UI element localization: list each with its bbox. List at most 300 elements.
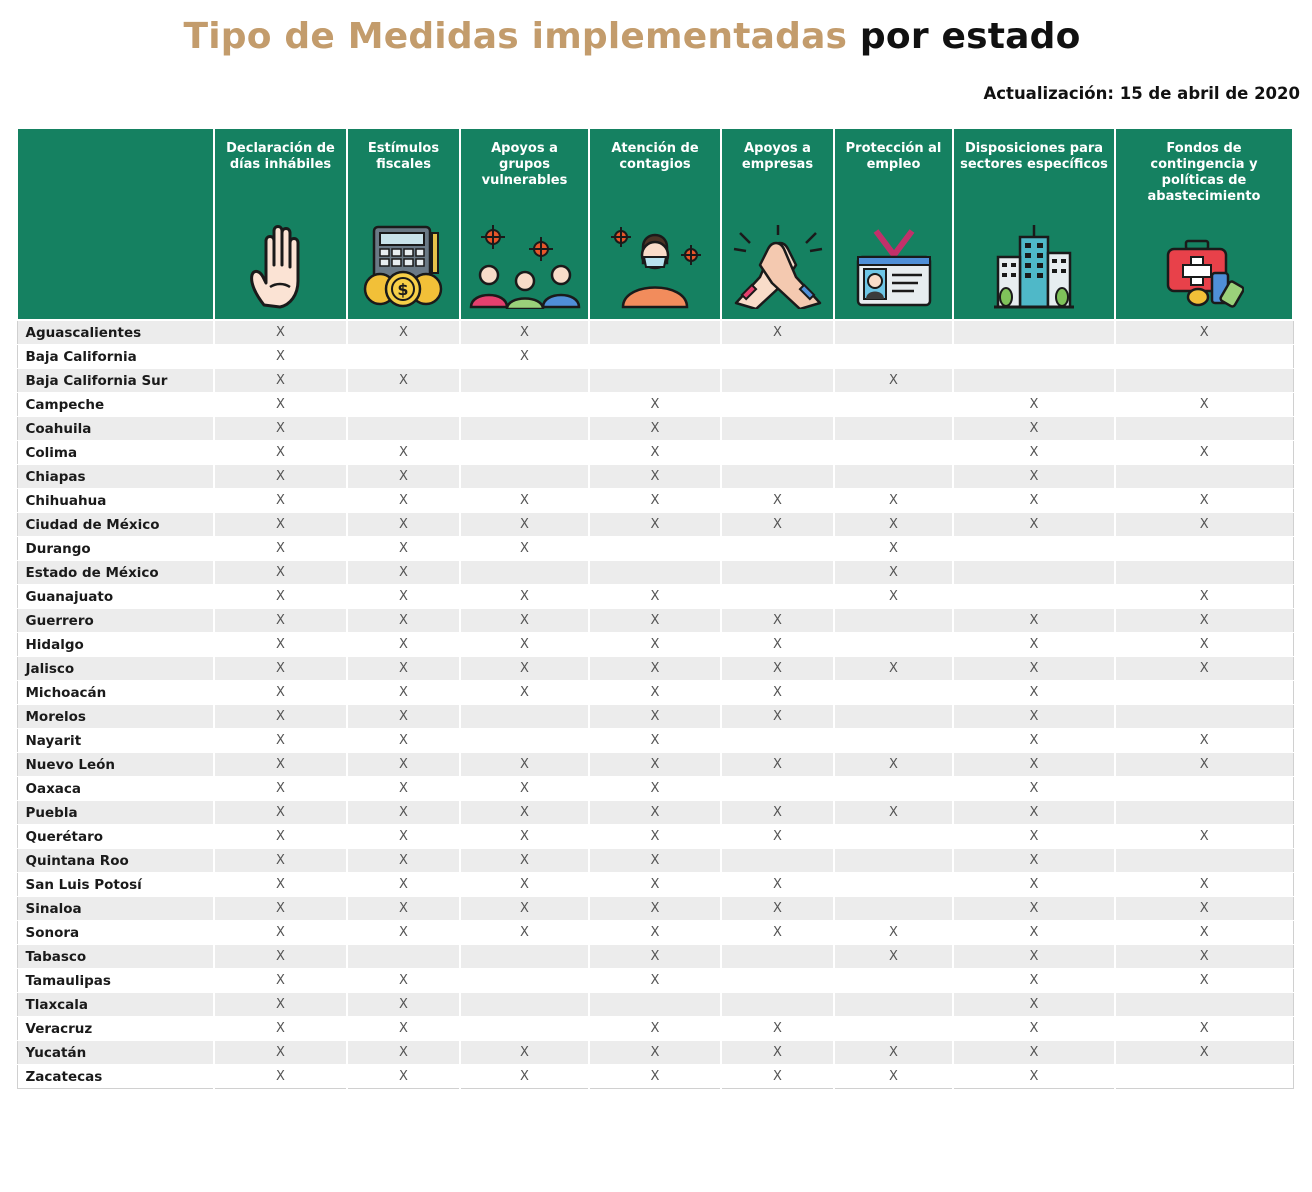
measure-cell: X [953,1017,1115,1041]
measure-cell: X [589,417,721,441]
measure-cell: X [347,489,460,513]
measure-cell [460,369,589,393]
measure-cell: X [953,753,1115,777]
table-row [17,753,1293,777]
measure-cell: X [721,873,834,897]
column-header: Fondos de contingencia y políticas de abastecimiento [1115,128,1293,320]
measure-cell: X [1115,441,1293,465]
state-name: Ciudad de México [17,513,214,537]
measure-cell: X [589,921,721,945]
measure-cell [721,417,834,441]
state-name: Campeche [17,393,214,417]
table-row [17,609,1293,633]
measure-cell: X [1115,753,1293,777]
measure-cell: X [347,465,460,489]
table-row [17,369,1293,393]
measure-cell: X [460,657,589,681]
table-row [17,320,1293,345]
measure-cell: X [347,609,460,633]
table-row [17,345,1293,369]
measure-cell: X [721,825,834,849]
measure-cell: X [589,393,721,417]
measure-cell: X [953,897,1115,921]
measure-cell: X [721,1041,834,1065]
state-name: Zacatecas [17,1065,214,1089]
measure-cell: X [721,705,834,729]
title-highlight: Tipo de Medidas implementadas [183,16,848,57]
measure-cell: X [721,1017,834,1041]
measure-cell: X [460,1065,589,1089]
hand-icon [215,213,346,309]
measure-cell: X [347,320,460,345]
table-row [17,849,1293,873]
measure-cell [347,345,460,369]
measure-cell: X [953,825,1115,849]
measure-cell [460,441,589,465]
measure-cell: X [834,1041,953,1065]
measure-cell: X [347,777,460,801]
measure-cell: X [953,657,1115,681]
measure-cell: X [589,609,721,633]
measure-cell [834,873,953,897]
measure-cell [721,537,834,561]
page-title [0,16,1264,57]
measure-cell: X [589,777,721,801]
measure-cell [834,993,953,1017]
measure-cell: X [589,825,721,849]
measure-cell: X [460,513,589,537]
measure-cell: X [589,729,721,753]
table-row [17,945,1293,969]
measure-cell: X [347,681,460,705]
measure-cell [1115,849,1293,873]
measure-cell [460,393,589,417]
state-name: Oaxaca [17,777,214,801]
measure-cell: X [1115,1041,1293,1065]
measure-cell: X [214,753,347,777]
masked-person-icon [590,213,720,309]
table-row [17,801,1293,825]
measure-cell: X [1115,873,1293,897]
measure-cell: X [214,609,347,633]
measure-cell: X [460,489,589,513]
measure-cell [347,393,460,417]
measure-cell [721,345,834,369]
measure-cell: X [589,513,721,537]
table-row [17,1017,1293,1041]
measure-cell [834,441,953,465]
measure-cell [721,465,834,489]
measure-cell [834,705,953,729]
measure-cell: X [589,657,721,681]
state-name: Nayarit [17,729,214,753]
state-name: Baja California [17,345,214,369]
measure-cell: X [347,993,460,1017]
title-rest: por estado [859,16,1081,57]
measure-cell: X [834,921,953,945]
measure-cell: X [460,825,589,849]
measure-cell [1115,681,1293,705]
measure-cell: X [1115,921,1293,945]
measure-cell [953,345,1115,369]
measure-cell: X [347,969,460,993]
state-name: Chihuahua [17,489,214,513]
measure-cell: X [347,705,460,729]
state-name: Tabasco [17,945,214,969]
measure-cell: X [589,1041,721,1065]
measure-cell: X [721,320,834,345]
measure-cell: X [347,585,460,609]
measure-cell: X [347,801,460,825]
update-date: Actualización: 15 de abril de 2020 [983,84,1300,103]
measure-cell [1115,993,1293,1017]
measure-cell: X [834,369,953,393]
measure-cell: X [214,441,347,465]
measure-cell: X [1115,969,1293,993]
handshake-icon [722,213,833,309]
measures-table [16,127,1294,1089]
measure-cell [460,465,589,489]
measure-cell: X [214,705,347,729]
measure-cell: X [953,465,1115,489]
measure-cell: X [347,1065,460,1089]
measure-cell: X [214,320,347,345]
measure-cell: X [589,705,721,729]
measure-cell: X [214,345,347,369]
measure-cell [834,393,953,417]
state-name: Jalisco [17,657,214,681]
measure-cell: X [1115,393,1293,417]
measure-cell: X [214,369,347,393]
measure-cell: X [1115,609,1293,633]
measure-cell: X [460,681,589,705]
measure-cell: X [214,993,347,1017]
measure-cell: X [1115,320,1293,345]
measure-cell [834,1017,953,1041]
measure-cell: X [1115,897,1293,921]
measure-cell: X [721,1065,834,1089]
measure-cell: X [214,921,347,945]
measure-cell [1115,561,1293,585]
measure-cell: X [589,1017,721,1041]
measure-cell: X [834,801,953,825]
measure-cell: X [1115,513,1293,537]
table-row [17,897,1293,921]
measure-cell [834,897,953,921]
measure-cell: X [721,657,834,681]
measure-cell: X [953,969,1115,993]
measure-cell [1115,345,1293,369]
table-row [17,561,1293,585]
measure-cell [347,945,460,969]
measure-cell: X [347,753,460,777]
measure-cell: X [347,729,460,753]
measure-cell: X [460,609,589,633]
svg-text:$: $ [396,280,409,299]
measure-cell: X [721,897,834,921]
header-empty [17,128,214,320]
calculator-coins-icon [348,213,459,309]
measure-cell: X [214,1017,347,1041]
measure-cell: X [347,897,460,921]
measure-cell [1115,777,1293,801]
measure-cell [1115,1065,1293,1089]
measure-cell [721,369,834,393]
table-row [17,1041,1293,1065]
measure-cell [1115,465,1293,489]
table-row [17,1065,1293,1089]
measure-cell [834,849,953,873]
measure-cell: X [589,585,721,609]
measure-cell [834,345,953,369]
measure-cell: X [347,537,460,561]
state-name: Guerrero [17,609,214,633]
state-name: Querétaro [17,825,214,849]
table-row [17,705,1293,729]
state-name: Tlaxcala [17,993,214,1017]
measure-cell: X [953,993,1115,1017]
measure-cell: X [460,921,589,945]
column-header: Atención de contagios [589,128,721,320]
measure-cell [953,537,1115,561]
measure-cell: X [214,633,347,657]
measure-cell: X [1115,585,1293,609]
table-row [17,921,1293,945]
measure-cell: X [214,825,347,849]
measure-cell: X [834,561,953,585]
measure-cell: X [589,873,721,897]
table-row [17,585,1293,609]
measure-cell [589,561,721,585]
measure-cell [460,705,589,729]
measure-cell [834,969,953,993]
measure-cell [834,417,953,441]
measure-cell: X [214,489,347,513]
measure-cell: X [953,921,1115,945]
measure-cell: X [589,465,721,489]
measure-cell [721,777,834,801]
measure-cell [721,849,834,873]
measure-cell: X [347,441,460,465]
measure-cell: X [589,681,721,705]
measure-cell [589,345,721,369]
measure-cell: X [1115,945,1293,969]
table-row [17,969,1293,993]
state-name: Quintana Roo [17,849,214,873]
state-name: Yucatán [17,1041,214,1065]
measure-cell: X [953,1065,1115,1089]
measure-cell [1115,705,1293,729]
measure-cell: X [347,1017,460,1041]
measure-cell: X [953,945,1115,969]
measure-cell: X [1115,729,1293,753]
measure-cell: X [214,969,347,993]
measure-cell: X [589,897,721,921]
table-row [17,633,1293,657]
measure-cell: X [834,537,953,561]
measure-cell: X [460,849,589,873]
measure-cell [1115,537,1293,561]
measure-cell: X [834,513,953,537]
measure-cell: X [721,801,834,825]
measure-cell [460,969,589,993]
measure-cell: X [834,657,953,681]
id-badge-icon [835,213,952,309]
measure-cell: X [347,633,460,657]
measure-cell: X [347,921,460,945]
measure-cell: X [953,609,1115,633]
table-row [17,873,1293,897]
measure-cell [834,729,953,753]
measure-cell [721,945,834,969]
measure-cell [834,609,953,633]
measure-cell: X [460,873,589,897]
measure-cell: X [834,753,953,777]
measure-cell [953,561,1115,585]
measure-cell [721,561,834,585]
measure-cell: X [214,945,347,969]
measure-cell: X [460,1041,589,1065]
state-name: Guanajuato [17,585,214,609]
measure-cell: X [953,681,1115,705]
state-name: Puebla [17,801,214,825]
measure-cell: X [1115,633,1293,657]
measure-cell: X [214,465,347,489]
measure-cell [953,320,1115,345]
measure-cell [460,993,589,1017]
medical-kit-icon [1116,213,1292,309]
measure-cell: X [214,537,347,561]
table-row [17,393,1293,417]
measure-cell: X [214,393,347,417]
measure-cell: X [460,801,589,825]
state-name: San Luis Potosí [17,873,214,897]
measure-cell: X [589,849,721,873]
state-name: Coahuila [17,417,214,441]
measure-cell: X [460,320,589,345]
measure-cell: X [589,489,721,513]
measure-cell [460,417,589,441]
measure-cell [721,969,834,993]
state-name: Baja California Sur [17,369,214,393]
measure-cell [834,825,953,849]
table-row [17,537,1293,561]
table-row [17,513,1293,537]
state-name: Morelos [17,705,214,729]
table-row [17,729,1293,753]
measure-cell [834,633,953,657]
measure-cell: X [214,897,347,921]
measure-cell: X [721,681,834,705]
measure-cell: X [214,681,347,705]
measure-cell: X [460,777,589,801]
measure-cell [953,585,1115,609]
measure-cell [834,465,953,489]
measure-cell: X [1115,657,1293,681]
table-row [17,465,1293,489]
measure-cell: X [460,585,589,609]
measure-cell [721,993,834,1017]
measure-cell [834,681,953,705]
measure-cell: X [589,753,721,777]
state-name: Sinaloa [17,897,214,921]
measure-cell: X [214,585,347,609]
measure-cell: X [953,441,1115,465]
measure-cell: X [214,513,347,537]
measure-cell: X [214,873,347,897]
measure-cell [1115,801,1293,825]
measure-cell: X [834,585,953,609]
measure-cell: X [1115,1017,1293,1041]
column-header: Apoyos a grupos vulnerables [460,128,589,320]
measure-cell: X [347,561,460,585]
state-name: Hidalgo [17,633,214,657]
measure-cell: X [214,1065,347,1089]
table-row [17,417,1293,441]
measure-cell [589,537,721,561]
column-header: Declaración de días inhábiles [214,128,347,320]
measure-cell [953,369,1115,393]
measure-cell [834,320,953,345]
measure-cell: X [347,825,460,849]
measure-cell: X [1115,489,1293,513]
measure-cell: X [214,657,347,681]
state-name: Colima [17,441,214,465]
measure-cell: X [347,873,460,897]
measure-cell: X [953,873,1115,897]
measure-cell: X [460,633,589,657]
measure-cell: X [589,945,721,969]
measure-cell: X [214,777,347,801]
measure-cell [1115,369,1293,393]
measure-cell: X [953,1041,1115,1065]
measure-cell: X [953,729,1115,753]
measure-cell [721,585,834,609]
state-name: Durango [17,537,214,561]
measure-cell: X [214,849,347,873]
measure-cell [460,1017,589,1041]
measure-cell: X [214,417,347,441]
measure-cell: X [589,633,721,657]
table-row [17,777,1293,801]
measure-cell: X [347,657,460,681]
measure-cell [1115,417,1293,441]
measure-cell: X [347,369,460,393]
measure-cell: X [834,1065,953,1089]
table-row [17,657,1293,681]
measure-cell: X [834,945,953,969]
measure-cell: X [834,489,953,513]
measure-cell [460,945,589,969]
measure-cell: X [721,633,834,657]
measure-cell: X [347,849,460,873]
measure-cell: X [953,801,1115,825]
measure-cell: X [589,1065,721,1089]
measure-cell: X [721,921,834,945]
state-name: Veracruz [17,1017,214,1041]
measure-cell: X [460,345,589,369]
measure-cell: X [347,1041,460,1065]
measure-cell: X [953,849,1115,873]
measure-cell [347,417,460,441]
measure-cell: X [214,1041,347,1065]
table-row [17,489,1293,513]
measure-cell: X [953,777,1115,801]
measure-cell [460,561,589,585]
table-row [17,825,1293,849]
measure-cell: X [721,753,834,777]
measure-cell: X [1115,825,1293,849]
